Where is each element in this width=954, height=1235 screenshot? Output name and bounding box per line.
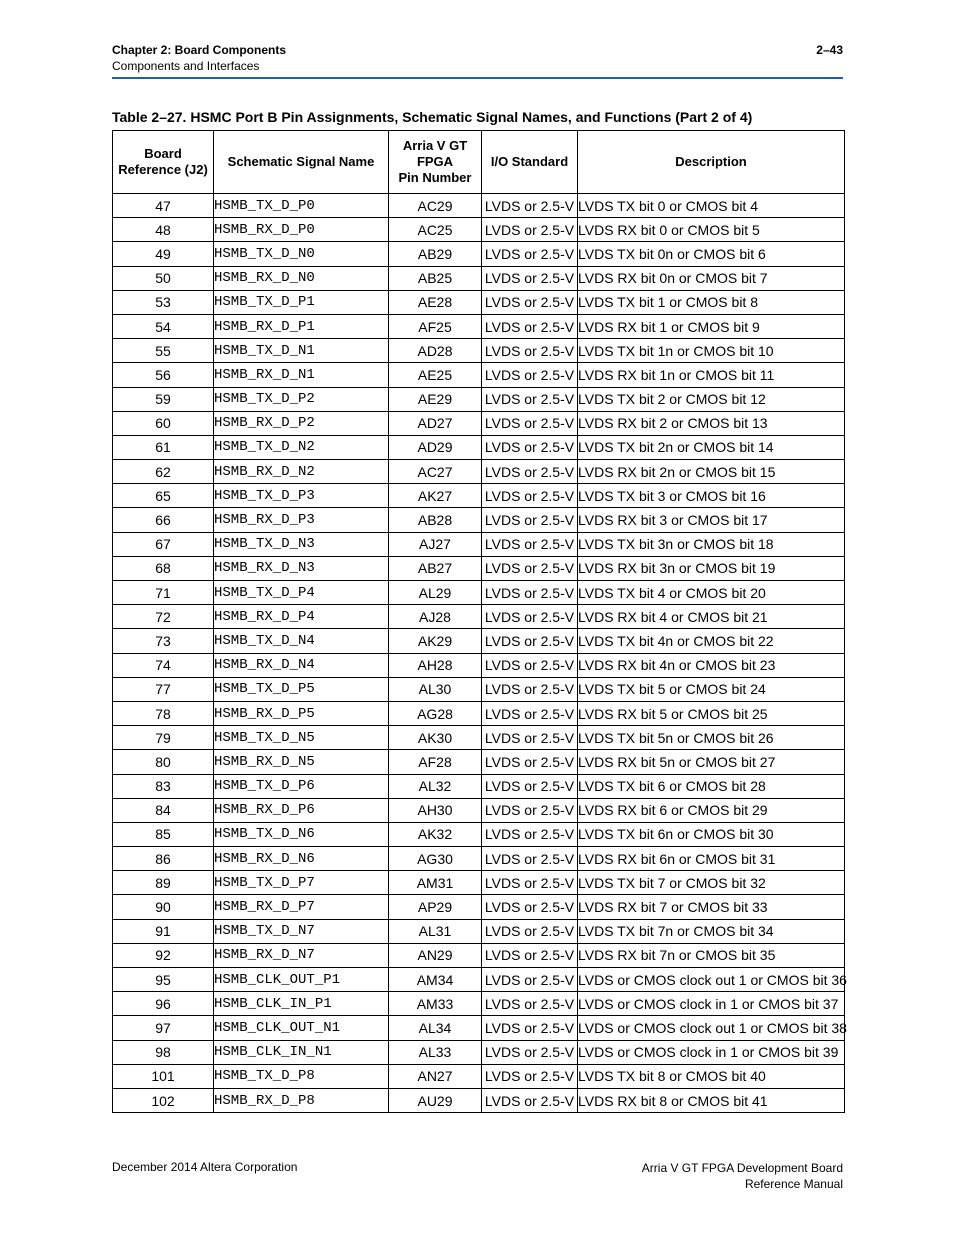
io-standard-cell: LVDS or 2.5-V bbox=[482, 194, 578, 218]
table-row bbox=[113, 484, 845, 508]
description-cell: LVDS RX bit 1 or CMOS bit 9 bbox=[578, 314, 845, 338]
signal-name-cell: HSMB_RX_D_N3 bbox=[214, 556, 389, 580]
col-header-io-standard: I/O Standard bbox=[482, 131, 578, 194]
table-header-row bbox=[113, 131, 845, 194]
description-cell: LVDS TX bit 1n or CMOS bit 10 bbox=[578, 339, 845, 363]
description-cell: LVDS TX bit 2n or CMOS bit 14 bbox=[578, 435, 845, 459]
pin-number-cell: AE29 bbox=[389, 387, 482, 411]
chapter-title: Chapter 2: Board Components bbox=[112, 43, 287, 57]
table-row bbox=[113, 653, 845, 677]
board-reference-cell: 56 bbox=[113, 363, 214, 387]
table-row bbox=[113, 605, 845, 629]
header-divider bbox=[112, 77, 843, 79]
io-standard-cell: LVDS or 2.5-V bbox=[482, 290, 578, 314]
io-standard-cell: LVDS or 2.5-V bbox=[482, 629, 578, 653]
signal-name-cell: HSMB_RX_D_N5 bbox=[214, 750, 389, 774]
description-cell: LVDS RX bit 5n or CMOS bit 27 bbox=[578, 750, 845, 774]
description-cell: LVDS RX bit 6 or CMOS bit 29 bbox=[578, 798, 845, 822]
description-cell: LVDS or CMOS clock in 1 or CMOS bit 39 bbox=[578, 1040, 845, 1064]
io-standard-cell: LVDS or 2.5-V bbox=[482, 992, 578, 1016]
board-reference-cell: 90 bbox=[113, 895, 214, 919]
io-standard-cell: LVDS or 2.5-V bbox=[482, 581, 578, 605]
board-reference-cell: 102 bbox=[113, 1088, 214, 1112]
pin-number-cell: AM31 bbox=[389, 871, 482, 895]
description-cell: LVDS TX bit 6n or CMOS bit 30 bbox=[578, 822, 845, 846]
io-standard-cell: LVDS or 2.5-V bbox=[482, 919, 578, 943]
board-reference-cell: 78 bbox=[113, 701, 214, 725]
io-standard-cell: LVDS or 2.5-V bbox=[482, 508, 578, 532]
table-row bbox=[113, 847, 845, 871]
col-header-schematic-signal: Schematic Signal Name bbox=[214, 131, 389, 194]
pin-number-cell: AD29 bbox=[389, 435, 482, 459]
pin-number-cell: AL30 bbox=[389, 677, 482, 701]
signal-name-cell: HSMB_RX_D_P8 bbox=[214, 1088, 389, 1112]
pin-number-cell: AU29 bbox=[389, 1088, 482, 1112]
pin-number-cell: AC29 bbox=[389, 194, 482, 218]
pin-number-cell: AD27 bbox=[389, 411, 482, 435]
description-cell: LVDS TX bit 3n or CMOS bit 18 bbox=[578, 532, 845, 556]
table-row bbox=[113, 194, 845, 218]
signal-name-cell: HSMB_TX_D_P0 bbox=[214, 194, 389, 218]
board-reference-cell: 80 bbox=[113, 750, 214, 774]
signal-name-cell: HSMB_TX_D_N7 bbox=[214, 919, 389, 943]
io-standard-cell: LVDS or 2.5-V bbox=[482, 774, 578, 798]
pin-number-cell: AL32 bbox=[389, 774, 482, 798]
table-row bbox=[113, 798, 845, 822]
board-reference-cell: 60 bbox=[113, 411, 214, 435]
io-standard-cell: LVDS or 2.5-V bbox=[482, 411, 578, 435]
io-standard-cell: LVDS or 2.5-V bbox=[482, 339, 578, 363]
io-standard-cell: LVDS or 2.5-V bbox=[482, 556, 578, 580]
description-cell: LVDS RX bit 3 or CMOS bit 17 bbox=[578, 508, 845, 532]
pin-number-cell: AC25 bbox=[389, 218, 482, 242]
col-header-pin-number: Arria V GT FPGA Pin Number bbox=[389, 131, 482, 194]
description-cell: LVDS TX bit 8 or CMOS bit 40 bbox=[578, 1064, 845, 1088]
signal-name-cell: HSMB_TX_D_N5 bbox=[214, 726, 389, 750]
io-standard-cell: LVDS or 2.5-V bbox=[482, 363, 578, 387]
pin-number-cell: AL31 bbox=[389, 919, 482, 943]
signal-name-cell: HSMB_RX_D_P3 bbox=[214, 508, 389, 532]
io-standard-cell: LVDS or 2.5-V bbox=[482, 798, 578, 822]
io-standard-cell: LVDS or 2.5-V bbox=[482, 387, 578, 411]
signal-name-cell: HSMB_CLK_IN_P1 bbox=[214, 992, 389, 1016]
description-cell: LVDS RX bit 2n or CMOS bit 15 bbox=[578, 460, 845, 484]
signal-name-cell: HSMB_TX_D_P4 bbox=[214, 581, 389, 605]
signal-name-cell: HSMB_TX_D_P6 bbox=[214, 774, 389, 798]
pin-number-cell: AL33 bbox=[389, 1040, 482, 1064]
signal-name-cell: HSMB_RX_D_P7 bbox=[214, 895, 389, 919]
table-row bbox=[113, 726, 845, 750]
table-row bbox=[113, 822, 845, 846]
table-row bbox=[113, 629, 845, 653]
footer-manual-title: Arria V GT FPGA Development Board bbox=[641, 1161, 843, 1175]
board-reference-cell: 98 bbox=[113, 1040, 214, 1064]
board-reference-cell: 68 bbox=[113, 556, 214, 580]
footer-manual-subtitle: Reference Manual bbox=[744, 1177, 843, 1191]
signal-name-cell: HSMB_TX_D_N3 bbox=[214, 532, 389, 556]
signal-name-cell: HSMB_RX_D_P2 bbox=[214, 411, 389, 435]
table-row bbox=[113, 435, 845, 459]
table-row bbox=[113, 943, 845, 967]
table-row bbox=[113, 314, 845, 338]
io-standard-cell: LVDS or 2.5-V bbox=[482, 1064, 578, 1088]
board-reference-cell: 77 bbox=[113, 677, 214, 701]
table-row bbox=[113, 919, 845, 943]
description-cell: LVDS TX bit 4 or CMOS bit 20 bbox=[578, 581, 845, 605]
board-reference-cell: 92 bbox=[113, 943, 214, 967]
board-reference-cell: 55 bbox=[113, 339, 214, 363]
io-standard-cell: LVDS or 2.5-V bbox=[482, 532, 578, 556]
board-reference-cell: 97 bbox=[113, 1016, 214, 1040]
io-standard-cell: LVDS or 2.5-V bbox=[482, 968, 578, 992]
pin-number-cell: AB28 bbox=[389, 508, 482, 532]
board-reference-cell: 50 bbox=[113, 266, 214, 290]
board-reference-cell: 71 bbox=[113, 581, 214, 605]
table-row bbox=[113, 581, 845, 605]
board-reference-cell: 47 bbox=[113, 194, 214, 218]
table-caption: Table 2–27. HSMC Port B Pin Assignments, Schematic Signal Names, and Functions (Part 2 of 4) bbox=[112, 109, 753, 125]
description-cell: LVDS TX bit 3 or CMOS bit 16 bbox=[578, 484, 845, 508]
signal-name-cell: HSMB_TX_D_N1 bbox=[214, 339, 389, 363]
table-row bbox=[113, 218, 845, 242]
io-standard-cell: LVDS or 2.5-V bbox=[482, 726, 578, 750]
description-cell: LVDS TX bit 6 or CMOS bit 28 bbox=[578, 774, 845, 798]
pin-number-cell: AM33 bbox=[389, 992, 482, 1016]
table-row bbox=[113, 460, 845, 484]
signal-name-cell: HSMB_CLK_OUT_N1 bbox=[214, 1016, 389, 1040]
board-reference-cell: 86 bbox=[113, 847, 214, 871]
description-cell: LVDS RX bit 2 or CMOS bit 13 bbox=[578, 411, 845, 435]
pin-number-cell: AL34 bbox=[389, 1016, 482, 1040]
table-row bbox=[113, 992, 845, 1016]
description-cell: LVDS RX bit 6n or CMOS bit 31 bbox=[578, 847, 845, 871]
board-reference-cell: 83 bbox=[113, 774, 214, 798]
description-cell: LVDS RX bit 0n or CMOS bit 7 bbox=[578, 266, 845, 290]
board-reference-cell: 101 bbox=[113, 1064, 214, 1088]
description-cell: LVDS RX bit 0 or CMOS bit 5 bbox=[578, 218, 845, 242]
board-reference-cell: 79 bbox=[113, 726, 214, 750]
board-reference-cell: 85 bbox=[113, 822, 214, 846]
io-standard-cell: LVDS or 2.5-V bbox=[482, 1016, 578, 1040]
signal-name-cell: HSMB_RX_D_N7 bbox=[214, 943, 389, 967]
io-standard-cell: LVDS or 2.5-V bbox=[482, 1088, 578, 1112]
signal-name-cell: HSMB_CLK_OUT_P1 bbox=[214, 968, 389, 992]
io-standard-cell: LVDS or 2.5-V bbox=[482, 871, 578, 895]
pin-number-cell: AK29 bbox=[389, 629, 482, 653]
pin-number-cell: AK30 bbox=[389, 726, 482, 750]
pin-number-cell: AC27 bbox=[389, 460, 482, 484]
signal-name-cell: HSMB_RX_D_P5 bbox=[214, 701, 389, 725]
pin-number-cell: AB29 bbox=[389, 242, 482, 266]
table-row bbox=[113, 774, 845, 798]
description-cell: LVDS RX bit 7 or CMOS bit 33 bbox=[578, 895, 845, 919]
pin-number-cell: AJ27 bbox=[389, 532, 482, 556]
table-row bbox=[113, 242, 845, 266]
pin-number-cell: AL29 bbox=[389, 581, 482, 605]
table-row bbox=[113, 895, 845, 919]
board-reference-cell: 61 bbox=[113, 435, 214, 459]
pin-number-cell: AB25 bbox=[389, 266, 482, 290]
io-standard-cell: LVDS or 2.5-V bbox=[482, 242, 578, 266]
footer-date-company: December 2014 Altera Corporation bbox=[112, 1160, 298, 1174]
description-cell: LVDS TX bit 7 or CMOS bit 32 bbox=[578, 871, 845, 895]
table-body bbox=[113, 194, 845, 1113]
io-standard-cell: LVDS or 2.5-V bbox=[482, 822, 578, 846]
board-reference-cell: 95 bbox=[113, 968, 214, 992]
description-cell: LVDS RX bit 1n or CMOS bit 11 bbox=[578, 363, 845, 387]
col-header-description: Description bbox=[578, 131, 845, 194]
table-row bbox=[113, 701, 845, 725]
footer-manual bbox=[642, 1160, 843, 1192]
pin-number-cell: AK27 bbox=[389, 484, 482, 508]
board-reference-cell: 73 bbox=[113, 629, 214, 653]
description-cell: LVDS TX bit 4n or CMOS bit 22 bbox=[578, 629, 845, 653]
board-reference-cell: 62 bbox=[113, 460, 214, 484]
table-row bbox=[113, 363, 845, 387]
pin-number-cell: AH30 bbox=[389, 798, 482, 822]
board-reference-cell: 66 bbox=[113, 508, 214, 532]
pin-number-cell: AN27 bbox=[389, 1064, 482, 1088]
signal-name-cell: HSMB_TX_D_P8 bbox=[214, 1064, 389, 1088]
signal-name-cell: HSMB_RX_D_P0 bbox=[214, 218, 389, 242]
io-standard-cell: LVDS or 2.5-V bbox=[482, 653, 578, 677]
table-row bbox=[113, 750, 845, 774]
page-header bbox=[112, 43, 843, 74]
board-reference-cell: 89 bbox=[113, 871, 214, 895]
signal-name-cell: HSMB_TX_D_N2 bbox=[214, 435, 389, 459]
io-standard-cell: LVDS or 2.5-V bbox=[482, 701, 578, 725]
description-cell: LVDS RX bit 5 or CMOS bit 25 bbox=[578, 701, 845, 725]
signal-name-cell: HSMB_TX_D_N6 bbox=[214, 822, 389, 846]
table-row bbox=[113, 1016, 845, 1040]
io-standard-cell: LVDS or 2.5-V bbox=[482, 435, 578, 459]
table-row bbox=[113, 556, 845, 580]
pin-number-cell: AK32 bbox=[389, 822, 482, 846]
description-cell: LVDS TX bit 5n or CMOS bit 26 bbox=[578, 726, 845, 750]
pin-number-cell: AH28 bbox=[389, 653, 482, 677]
signal-name-cell: HSMB_RX_D_N2 bbox=[214, 460, 389, 484]
table-row bbox=[113, 871, 845, 895]
description-cell: LVDS TX bit 5 or CMOS bit 24 bbox=[578, 677, 845, 701]
col-header-board-reference: Board Reference (J2) bbox=[113, 131, 214, 194]
description-cell: LVDS or CMOS clock out 1 or CMOS bit 38 bbox=[578, 1016, 845, 1040]
io-standard-cell: LVDS or 2.5-V bbox=[482, 460, 578, 484]
board-reference-cell: 59 bbox=[113, 387, 214, 411]
table-row bbox=[113, 1064, 845, 1088]
signal-name-cell: HSMB_TX_D_N0 bbox=[214, 242, 389, 266]
pin-assignment-table bbox=[112, 130, 845, 1113]
description-cell: LVDS RX bit 7n or CMOS bit 35 bbox=[578, 943, 845, 967]
table-row bbox=[113, 532, 845, 556]
table-row bbox=[113, 677, 845, 701]
description-cell: LVDS RX bit 3n or CMOS bit 19 bbox=[578, 556, 845, 580]
description-cell: LVDS RX bit 4 or CMOS bit 21 bbox=[578, 605, 845, 629]
board-reference-cell: 49 bbox=[113, 242, 214, 266]
signal-name-cell: HSMB_RX_D_N6 bbox=[214, 847, 389, 871]
signal-name-cell: HSMB_TX_D_P1 bbox=[214, 290, 389, 314]
board-reference-cell: 84 bbox=[113, 798, 214, 822]
description-cell: LVDS TX bit 0n or CMOS bit 6 bbox=[578, 242, 845, 266]
pin-number-cell: AP29 bbox=[389, 895, 482, 919]
description-cell: LVDS TX bit 1 or CMOS bit 8 bbox=[578, 290, 845, 314]
io-standard-cell: LVDS or 2.5-V bbox=[482, 847, 578, 871]
table-row bbox=[113, 508, 845, 532]
signal-name-cell: HSMB_TX_D_P7 bbox=[214, 871, 389, 895]
table-row bbox=[113, 1088, 845, 1112]
board-reference-cell: 91 bbox=[113, 919, 214, 943]
board-reference-cell: 48 bbox=[113, 218, 214, 242]
io-standard-cell: LVDS or 2.5-V bbox=[482, 677, 578, 701]
signal-name-cell: HSMB_TX_D_P5 bbox=[214, 677, 389, 701]
signal-name-cell: HSMB_RX_D_P4 bbox=[214, 605, 389, 629]
signal-name-cell: HSMB_TX_D_P3 bbox=[214, 484, 389, 508]
pin-number-cell: AB27 bbox=[389, 556, 482, 580]
board-reference-cell: 65 bbox=[113, 484, 214, 508]
description-cell: LVDS RX bit 8 or CMOS bit 41 bbox=[578, 1088, 845, 1112]
description-cell: LVDS TX bit 0 or CMOS bit 4 bbox=[578, 194, 845, 218]
table-row bbox=[113, 968, 845, 992]
pin-number-cell: AE25 bbox=[389, 363, 482, 387]
description-cell: LVDS TX bit 7n or CMOS bit 34 bbox=[578, 919, 845, 943]
io-standard-cell: LVDS or 2.5-V bbox=[482, 943, 578, 967]
io-standard-cell: LVDS or 2.5-V bbox=[482, 1040, 578, 1064]
pin-number-cell: AD28 bbox=[389, 339, 482, 363]
io-standard-cell: LVDS or 2.5-V bbox=[482, 605, 578, 629]
description-cell: LVDS RX bit 4n or CMOS bit 23 bbox=[578, 653, 845, 677]
pin-number-cell: AN29 bbox=[389, 943, 482, 967]
board-reference-cell: 96 bbox=[113, 992, 214, 1016]
board-reference-cell: 53 bbox=[113, 290, 214, 314]
pin-number-cell: AJ28 bbox=[389, 605, 482, 629]
board-reference-cell: 54 bbox=[113, 314, 214, 338]
pin-number-cell: AF28 bbox=[389, 750, 482, 774]
signal-name-cell: HSMB_TX_D_N4 bbox=[214, 629, 389, 653]
table-row bbox=[113, 387, 845, 411]
io-standard-cell: LVDS or 2.5-V bbox=[482, 750, 578, 774]
board-reference-cell: 67 bbox=[113, 532, 214, 556]
board-reference-cell: 72 bbox=[113, 605, 214, 629]
pin-number-cell: AG28 bbox=[389, 701, 482, 725]
signal-name-cell: HSMB_RX_D_N4 bbox=[214, 653, 389, 677]
table-row bbox=[113, 339, 845, 363]
pin-number-cell: AG30 bbox=[389, 847, 482, 871]
description-cell: LVDS or CMOS clock out 1 or CMOS bit 36 bbox=[578, 968, 845, 992]
signal-name-cell: HSMB_TX_D_P2 bbox=[214, 387, 389, 411]
table-row bbox=[113, 411, 845, 435]
signal-name-cell: HSMB_CLK_IN_N1 bbox=[214, 1040, 389, 1064]
signal-name-cell: HSMB_RX_D_N0 bbox=[214, 266, 389, 290]
description-cell: LVDS or CMOS clock in 1 or CMOS bit 37 bbox=[578, 992, 845, 1016]
board-reference-cell: 74 bbox=[113, 653, 214, 677]
description-cell: LVDS TX bit 2 or CMOS bit 12 bbox=[578, 387, 845, 411]
pin-number-cell: AE28 bbox=[389, 290, 482, 314]
signal-name-cell: HSMB_RX_D_P6 bbox=[214, 798, 389, 822]
io-standard-cell: LVDS or 2.5-V bbox=[482, 484, 578, 508]
table-row bbox=[113, 266, 845, 290]
table-row bbox=[113, 290, 845, 314]
io-standard-cell: LVDS or 2.5-V bbox=[482, 218, 578, 242]
io-standard-cell: LVDS or 2.5-V bbox=[482, 314, 578, 338]
io-standard-cell: LVDS or 2.5-V bbox=[482, 895, 578, 919]
pin-number-cell: AM34 bbox=[389, 968, 482, 992]
signal-name-cell: HSMB_RX_D_P1 bbox=[214, 314, 389, 338]
page-number: 2–43 bbox=[816, 43, 843, 57]
signal-name-cell: HSMB_RX_D_N1 bbox=[214, 363, 389, 387]
table-row bbox=[113, 1040, 845, 1064]
pin-number-cell: AF25 bbox=[389, 314, 482, 338]
io-standard-cell: LVDS or 2.5-V bbox=[482, 266, 578, 290]
section-title: Components and Interfaces bbox=[112, 59, 260, 73]
